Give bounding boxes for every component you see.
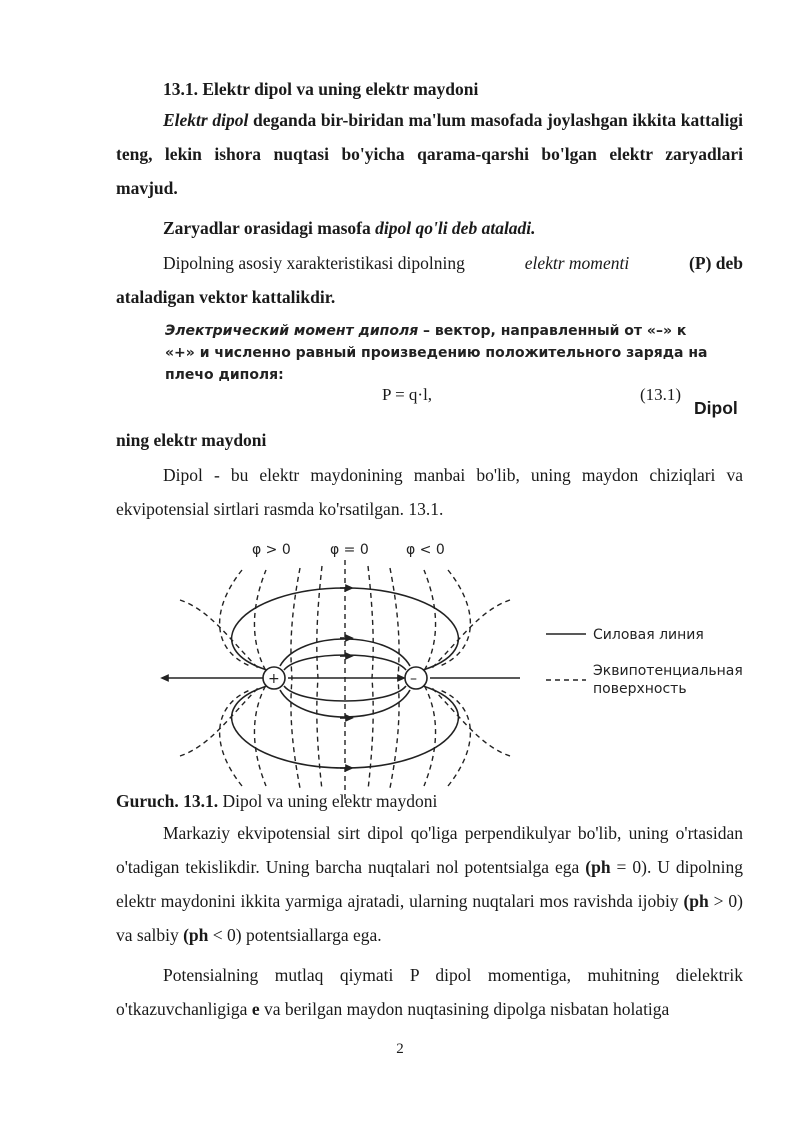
- legend-dashed-label-1: Эквипотенциальная: [593, 663, 743, 679]
- p5-ph-3: (ph: [183, 925, 209, 945]
- equipotential-left-1-bottom: [254, 678, 270, 786]
- p6-text-a: Potensialning mutlaq qiymati P dipol momentiga, muhitning dielektrik o'tkazuvchanligiga: [116, 965, 743, 1019]
- equipotential-right-4-bottom: [440, 690, 470, 786]
- paragraph-central-surface: [116, 816, 743, 952]
- figure-caption: [116, 790, 437, 812]
- russian-line1-rest: – вектор, направленный от «–» к: [418, 323, 687, 339]
- label-phi-zero: φ = 0: [330, 542, 369, 558]
- label-phi-negative: φ < 0: [406, 542, 445, 558]
- term-elektr-dipol: Elektr dipol: [163, 110, 249, 130]
- p6-text-b: va berilgan maydon nuqtasining dipolga nisbatan holatiga: [259, 999, 670, 1019]
- definition-text: deganda bir-biridan ma'lum masofada joylashgan ikkita kattaligi teng, lekin ishora nuqtasi bo'yicha qarama-qarshi bo'lgan elektr zaryadlari mavjud.: [116, 110, 743, 198]
- russian-line1: [165, 322, 686, 340]
- term-elektr-momenti: elektr momenti: [524, 253, 630, 273]
- russian-italic-term: Электрический момент диполя: [165, 323, 419, 339]
- caption-text: Dipol va uning elektr maydoni: [218, 791, 438, 811]
- p5-text-b: = 0). U dipolning elektr maydonini ikkita yarmiga ajratadi, ularning nuqtalari mos ravishda ijobiy: [116, 857, 743, 911]
- paragraph-definition: [116, 103, 743, 205]
- paragraph-moment-line2: ataladigan vektor kattalikdir.: [116, 287, 336, 307]
- subheading-part2: ning elektr maydoni: [116, 430, 267, 450]
- paragraph-arm: [116, 211, 743, 245]
- equipotential-left-5-bottom: [180, 686, 260, 756]
- equipotential-right-1-top: [420, 570, 436, 678]
- equipotential-left-5-top: [180, 600, 260, 670]
- equipotential-right-4-top: [440, 570, 470, 666]
- caption-label: Guruch. 13.1.: [116, 791, 219, 811]
- russian-line3: плечо диполя:: [165, 367, 284, 383]
- paragraph-field-intro: Dipol - bu elektr maydonining manbai bo'lib, uning maydon chiziqlari va ekvipotensial sirtlari rasmda ko'rsatilgan. 13.1.: [116, 465, 743, 519]
- moment-text-a: Dipolning asosiy xarakteristikasi dipolning: [163, 253, 465, 273]
- term-dipol-qoli: dipol qo'li deb ataladi.: [375, 218, 536, 238]
- p5-ph-2: (ph: [683, 891, 709, 911]
- p5-ph-1: (ph: [585, 857, 611, 877]
- equipotential-lines: [180, 560, 510, 800]
- p5-text-c: > 0) va salbiy: [116, 891, 743, 945]
- paragraph-moment-line1: [163, 252, 743, 274]
- legend-dashed-label-2: поверхность: [593, 681, 687, 697]
- equipotential-right-5-bottom: [430, 686, 510, 756]
- paragraph-potential: [116, 958, 743, 1026]
- legend-solid-label: Силовая линия: [593, 627, 704, 643]
- arm-lead-text: Zaryadlar orasidagi masofa: [163, 218, 376, 238]
- equipotential-left-1-top: [254, 570, 270, 678]
- label-phi-positive: φ > 0: [252, 542, 291, 558]
- section-heading: 13.1. Elektr dipol va uning elektr maydoni: [163, 79, 479, 99]
- p5-text-d: < 0) potentsiallarga ega.: [208, 925, 382, 945]
- moment-text-b: (P) deb: [689, 253, 743, 273]
- dipole-field-figure: [150, 530, 750, 810]
- formula: P = q·l,: [382, 385, 433, 404]
- field-line-mid-bottom: [280, 690, 410, 717]
- russian-line2: «+» и численно равный произведению положительного заряда на: [165, 345, 708, 361]
- equipotential-left-4-bottom: [220, 690, 250, 786]
- p6-epsilon: e: [251, 999, 260, 1019]
- equipotential-right-1-bottom: [420, 678, 436, 786]
- subheading-part1: Dipol: [694, 398, 738, 418]
- negative-charge-sign: –: [410, 671, 417, 687]
- p5-text-a: Markaziy ekvipotensial sirt dipol qo'liga perpendikulyar bo'lib, uning o'rtasidan o'tadigan tekislikdir. Uning barcha nuqtalari nol potentsialga ega: [116, 823, 743, 877]
- positive-charge-sign: +: [268, 671, 280, 687]
- equipotential-left-4-top: [220, 570, 250, 666]
- field-lines: [164, 588, 520, 768]
- equation-number: (13.1): [640, 385, 682, 404]
- equipotential-right-5-top: [430, 600, 510, 670]
- page-number: 2: [396, 1041, 404, 1057]
